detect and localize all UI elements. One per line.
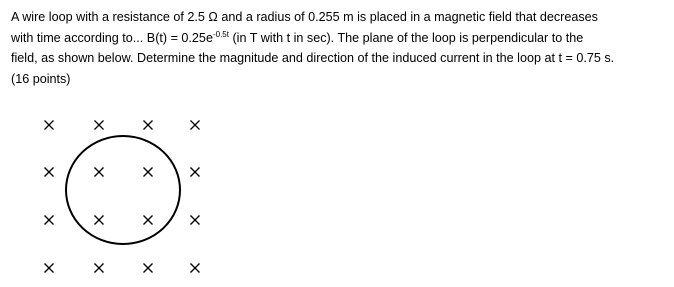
field-cross-mark xyxy=(144,121,153,130)
field-cross-mark xyxy=(95,168,104,177)
field-cross-mark xyxy=(191,121,200,130)
field-cross-mark xyxy=(45,216,54,225)
wire-loop xyxy=(66,136,180,244)
field-into-page-marks xyxy=(45,121,200,273)
field-cross-mark xyxy=(144,264,153,273)
problem-line-1: A wire loop with a resistance of 2.5 Ω and a radius of 0.255 m is placed in a magnetic field that decreases xyxy=(11,10,598,24)
problem-line-2-start: with time according to... B(t) = 0.25e xyxy=(11,30,213,45)
field-cross-mark xyxy=(45,121,54,130)
field-cross-mark xyxy=(144,168,153,177)
field-cross-mark xyxy=(95,121,104,130)
field-cross-mark xyxy=(191,264,200,273)
field-cross-mark xyxy=(45,168,54,177)
problem-line-3: field, as shown below. Determine the magnitude and direction of the induced current in the loop at t = 0.75 s. xyxy=(11,51,615,65)
field-cross-mark xyxy=(144,216,153,225)
field-cross-mark xyxy=(191,168,200,177)
field-cross-mark xyxy=(95,216,104,225)
problem-line-2-end: (in T with t in sec). The plane of the loop is perpendicular to the xyxy=(228,30,584,45)
field-cross-mark xyxy=(45,264,54,273)
field-cross-mark xyxy=(95,264,104,273)
problem-points: (16 points) xyxy=(11,71,71,86)
field-cross-mark xyxy=(191,216,200,225)
exponent: -0.5t xyxy=(212,29,229,39)
